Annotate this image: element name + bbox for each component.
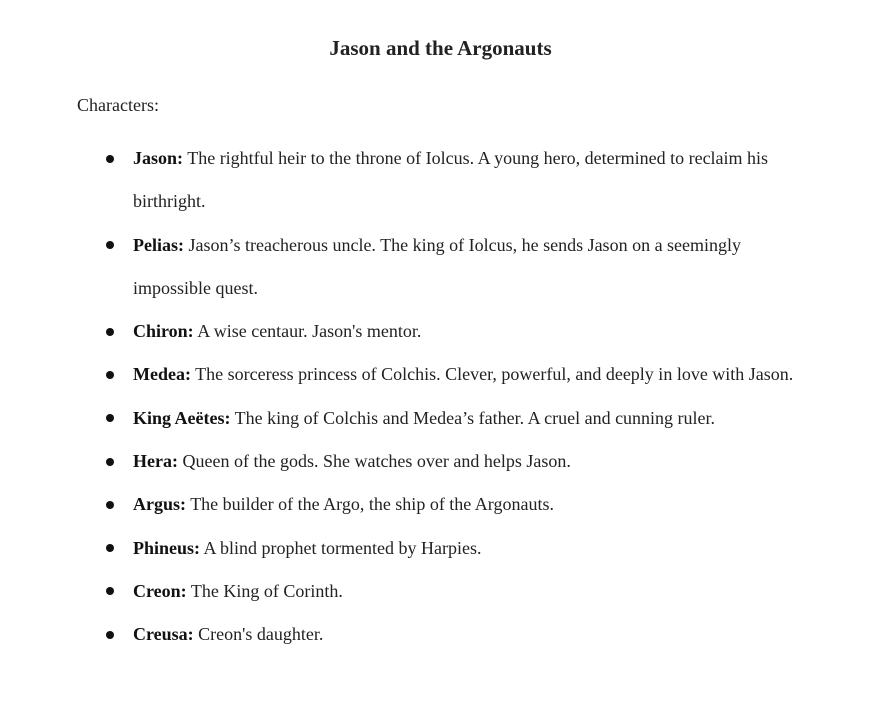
bullet-icon — [106, 544, 114, 552]
bullet-icon — [106, 458, 114, 466]
character-list — [77, 137, 807, 657]
character-item-aeetes — [77, 397, 807, 440]
character-item-medea — [77, 353, 807, 396]
character-name: Creon: — [133, 580, 187, 601]
character-item-chiron — [77, 310, 807, 353]
character-description: The sorceress princess of Colchis. Clever, powerful, and deeply in love with Jason. — [195, 364, 794, 385]
characters-heading: Characters: — [77, 95, 159, 115]
bullet-icon — [106, 587, 114, 595]
character-item-jason — [77, 137, 807, 224]
character-name: Creusa: — [133, 624, 194, 645]
character-description: The king of Colchis and Medea’s father. A cruel and cunning ruler. — [234, 407, 716, 428]
character-name: Phineus: — [133, 537, 201, 558]
character-name: Medea: — [133, 364, 191, 385]
character-item-creusa — [77, 613, 807, 656]
bullet-icon — [106, 328, 114, 336]
character-item-creon — [77, 570, 807, 613]
bullet-icon — [106, 371, 114, 379]
character-name: Jason: — [133, 148, 184, 168]
document-title: Jason and the Argonauts — [329, 36, 552, 60]
character-description: A wise centaur. Jason's mentor. — [197, 321, 422, 342]
character-item-pelias — [77, 224, 807, 311]
character-description: The rightful heir to the throne of Iolcus. A young hero, determined to reclaim his birthright. — [133, 148, 769, 212]
character-name: Pelias: — [133, 234, 184, 255]
character-name: Chiron: — [133, 321, 194, 342]
bullet-icon — [106, 414, 114, 422]
bullet-icon — [106, 241, 114, 249]
character-item-argus — [77, 483, 807, 526]
character-name: Hera: — [133, 451, 178, 472]
character-name: Argus: — [133, 494, 186, 515]
character-description: Jason’s treacherous uncle. The king of Iolcus, he sends Jason on a seemingly impossible quest. — [133, 234, 742, 298]
character-description: The builder of the Argo, the ship of the Argonauts. — [190, 494, 554, 515]
character-name: King Aeëtes: — [133, 407, 231, 428]
character-item-phineus — [77, 527, 807, 570]
character-description: Queen of the gods. She watches over and helps Jason. — [182, 451, 571, 472]
character-description: A blind prophet tormented by Harpies. — [203, 537, 482, 558]
character-description: The King of Corinth. — [190, 580, 343, 601]
character-description: Creon's daughter. — [198, 624, 324, 645]
character-item-hera — [77, 440, 807, 483]
bullet-icon — [106, 631, 114, 639]
bullet-icon — [106, 155, 114, 163]
bullet-icon — [106, 501, 114, 509]
